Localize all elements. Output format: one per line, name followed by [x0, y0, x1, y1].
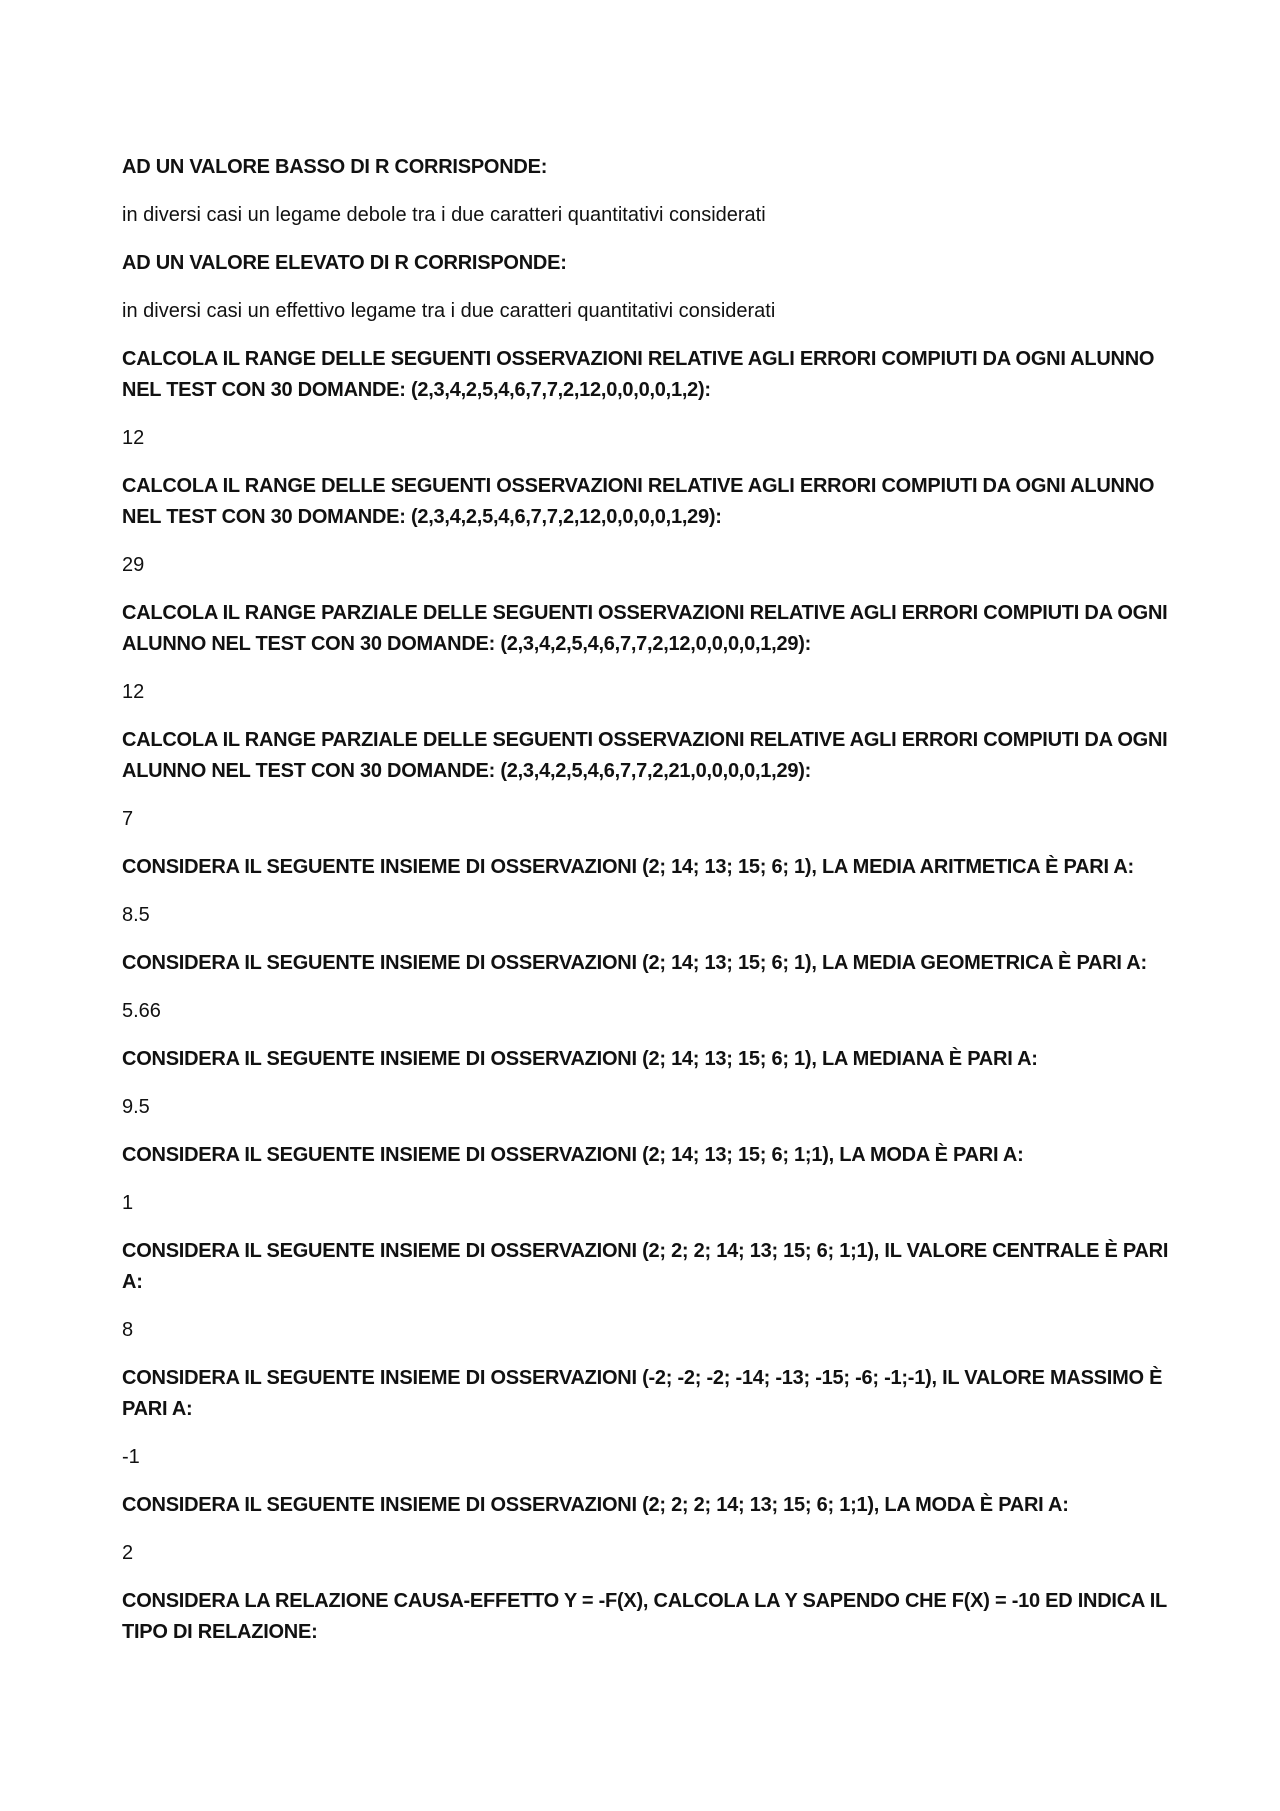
- qa-item: [122, 725, 1182, 835]
- answer-text: 1: [122, 1192, 134, 1214]
- question-text: CALCOLA IL RANGE PARZIALE DELLE SEGUENTI OSSERVAZIONI RELATIVE AGLI ERRORI COMPIUTI DA OGNI ALUNNO NEL TEST CON 30 DOMANDE: (2,3,4,2,5,4,6,7,7,2,12,0,0,0,0,1,29):: [122, 602, 1168, 655]
- answer-text: 12: [122, 427, 145, 449]
- document-page: [122, 152, 1182, 1665]
- answer-text: 9.5: [122, 1096, 150, 1118]
- qa-item: [122, 1490, 1182, 1569]
- question-text: CONSIDERA IL SEGUENTE INSIEME DI OSSERVAZIONI (2; 14; 13; 15; 6; 1;1), LA MODA È PARI A:: [122, 1144, 1024, 1166]
- qa-item: [122, 1586, 1182, 1648]
- answer-text: 12: [122, 681, 145, 703]
- question-text: CALCOLA IL RANGE DELLE SEGUENTI OSSERVAZIONI RELATIVE AGLI ERRORI COMPIUTI DA OGNI ALUNNO NEL TEST CON 30 DOMANDE: (2,3,4,2,5,4,6,7,7,2,12,0,0,0,0,1,2):: [122, 348, 1155, 401]
- qa-item: [122, 598, 1182, 708]
- question-text: CONSIDERA IL SEGUENTE INSIEME DI OSSERVAZIONI (2; 2; 2; 14; 13; 15; 6; 1;1), LA MODA È PARI A:: [122, 1494, 1069, 1516]
- answer-text: in diversi casi un legame debole tra i due caratteri quantitativi considerati: [122, 204, 766, 226]
- qa-item: [122, 248, 1182, 327]
- answer-text: 29: [122, 554, 145, 576]
- question-text: CONSIDERA IL SEGUENTE INSIEME DI OSSERVAZIONI (2; 14; 13; 15; 6; 1), LA MEDIA GEOMETRICA È PARI A:: [122, 952, 1147, 974]
- qa-item: [122, 1236, 1182, 1346]
- qa-item: [122, 152, 1182, 231]
- answer-text: 8.5: [122, 904, 150, 926]
- answer-text: 5.66: [122, 1000, 161, 1022]
- qa-item: [122, 1140, 1182, 1219]
- qa-item: [122, 1363, 1182, 1473]
- question-text: CONSIDERA LA RELAZIONE CAUSA-EFFETTO Y = -F(X), CALCOLA LA Y SAPENDO CHE F(X) = -10 ED INDICA IL TIPO DI RELAZIONE:: [122, 1590, 1167, 1643]
- qa-item: [122, 1044, 1182, 1123]
- answer-text: 2: [122, 1542, 134, 1564]
- qa-item: [122, 948, 1182, 1027]
- question-text: CONSIDERA IL SEGUENTE INSIEME DI OSSERVAZIONI (2; 14; 13; 15; 6; 1), LA MEDIA ARITMETICA È PARI A:: [122, 856, 1134, 878]
- question-text: CONSIDERA IL SEGUENTE INSIEME DI OSSERVAZIONI (2; 14; 13; 15; 6; 1), LA MEDIANA È PARI A:: [122, 1048, 1038, 1070]
- qa-item: [122, 344, 1182, 454]
- qa-item: [122, 852, 1182, 931]
- answer-text: -1: [122, 1446, 140, 1468]
- question-text: CONSIDERA IL SEGUENTE INSIEME DI OSSERVAZIONI (-2; -2; -2; -14; -13; -15; -6; -1;-1), IL VALORE MASSIMO È PARI A:: [122, 1367, 1163, 1420]
- question-text: CONSIDERA IL SEGUENTE INSIEME DI OSSERVAZIONI (2; 2; 2; 14; 13; 15; 6; 1;1), IL VALORE CENTRALE È PARI A:: [122, 1240, 1169, 1293]
- qa-item: [122, 471, 1182, 581]
- question-text: CALCOLA IL RANGE DELLE SEGUENTI OSSERVAZIONI RELATIVE AGLI ERRORI COMPIUTI DA OGNI ALUNNO NEL TEST CON 30 DOMANDE: (2,3,4,2,5,4,6,7,7,2,12,0,0,0,0,1,29):: [122, 475, 1155, 528]
- question-text: AD UN VALORE BASSO DI R CORRISPONDE:: [122, 156, 548, 178]
- answer-text: in diversi casi un effettivo legame tra i due caratteri quantitativi considerati: [122, 300, 776, 322]
- answer-text: 8: [122, 1319, 134, 1341]
- answer-text: 7: [122, 808, 134, 830]
- question-text: AD UN VALORE ELEVATO DI R CORRISPONDE:: [122, 252, 567, 274]
- question-text: CALCOLA IL RANGE PARZIALE DELLE SEGUENTI OSSERVAZIONI RELATIVE AGLI ERRORI COMPIUTI DA OGNI ALUNNO NEL TEST CON 30 DOMANDE: (2,3,4,2,5,4,6,7,7,2,21,0,0,0,0,1,29):: [122, 729, 1168, 782]
